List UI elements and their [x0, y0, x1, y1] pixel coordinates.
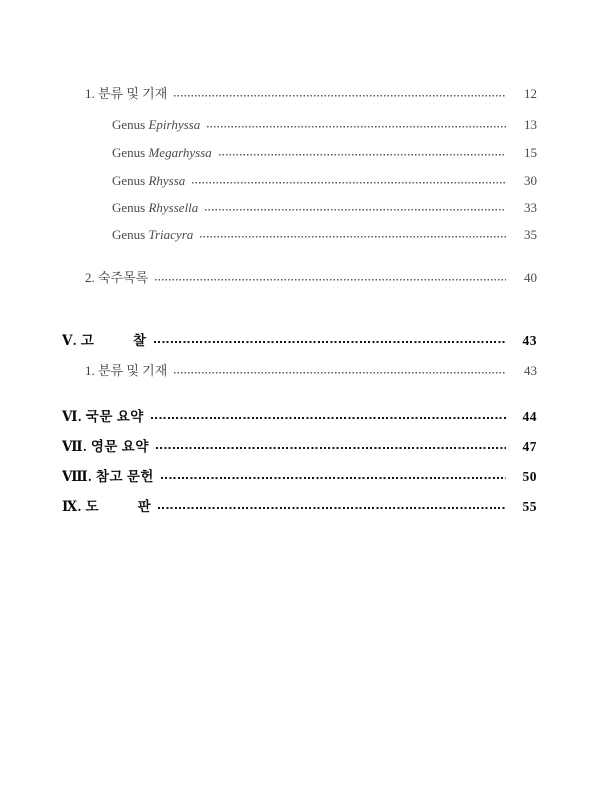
genus-name: Megarhyssa: [148, 145, 212, 160]
dot-leader: [151, 408, 506, 425]
dot-leader: [154, 332, 506, 349]
genus-prefix: Genus: [112, 145, 149, 160]
toc-entry-page-number: 50: [522, 469, 537, 484]
toc-entry-page-number: 13: [524, 117, 537, 132]
toc-entry-page-number: 30: [524, 173, 537, 188]
dot-leader: [174, 362, 506, 379]
toc-entry: [62, 362, 537, 379]
dot-leader: [200, 226, 506, 243]
genus-prefix: Genus: [112, 227, 149, 242]
dot-leader: [174, 85, 506, 102]
toc-entry-label: Ⅵ. 국문 요약: [62, 409, 144, 424]
dot-leader: [219, 144, 506, 161]
toc-entry-genus: [112, 226, 193, 243]
toc-entry-page-number: 43: [522, 333, 537, 348]
toc-entry-genus: [112, 172, 185, 189]
toc-entry-page-number: 15: [524, 145, 537, 160]
genus-name: Rhyssa: [148, 173, 186, 188]
toc-entry: [62, 85, 537, 102]
toc-entry-page-number: 35: [524, 227, 537, 242]
dot-leader: [192, 172, 506, 189]
genus-name: Rhyssella: [148, 200, 199, 215]
genus-prefix: Genus: [112, 173, 149, 188]
dot-leader: [207, 116, 506, 133]
genus-name: Triacyra: [148, 227, 194, 242]
toc-entry: [62, 226, 537, 243]
dot-leader: [156, 438, 506, 455]
toc-entry-page-number: 43: [524, 363, 537, 378]
toc-entry-label: 1. 분류 및 기재: [85, 86, 168, 101]
toc-entry: [62, 116, 537, 133]
toc-entry-page-number: 55: [522, 499, 537, 514]
toc-list: [62, 85, 537, 515]
toc-entry-page-number: 12: [524, 86, 537, 101]
toc-entry-label: 2. 숙주목록: [85, 270, 149, 285]
dot-leader: [158, 498, 506, 515]
toc-entry-label: 1. 분류 및 기재: [85, 363, 168, 378]
toc-entry-page-number: 47: [522, 439, 537, 454]
toc-entry-label: Ⅶ. 영문 요약: [62, 439, 149, 454]
genus-prefix: Genus: [112, 117, 149, 132]
toc-entry-genus: [112, 144, 212, 161]
toc-entry: [62, 408, 537, 425]
dot-leader: [205, 199, 506, 216]
genus-prefix: Genus: [112, 200, 149, 215]
toc-entry: [62, 468, 537, 485]
dot-leader: [155, 269, 506, 286]
toc-entry: [62, 199, 537, 216]
toc-entry-label: Ⅴ. 고 찰: [62, 333, 147, 348]
toc-entry: [62, 144, 537, 161]
toc-entry-label: Ⅷ. 참고 문헌: [62, 469, 154, 484]
genus-name: Epirhyssa: [148, 117, 201, 132]
toc-entry-label: Ⅸ. 도 판: [62, 499, 152, 514]
toc-entry: [62, 269, 537, 286]
toc-entry: [62, 172, 537, 189]
toc-entry-page-number: 33: [524, 200, 537, 215]
toc-entry: [62, 332, 537, 349]
toc-entry-genus: [112, 116, 200, 133]
toc-entry: [62, 438, 537, 455]
toc-entry-page-number: 40: [524, 270, 537, 285]
toc-entry-page-number: 44: [522, 409, 537, 424]
dot-leader: [161, 468, 506, 485]
toc-entry-genus: [112, 199, 198, 216]
toc-entry: [62, 498, 537, 515]
